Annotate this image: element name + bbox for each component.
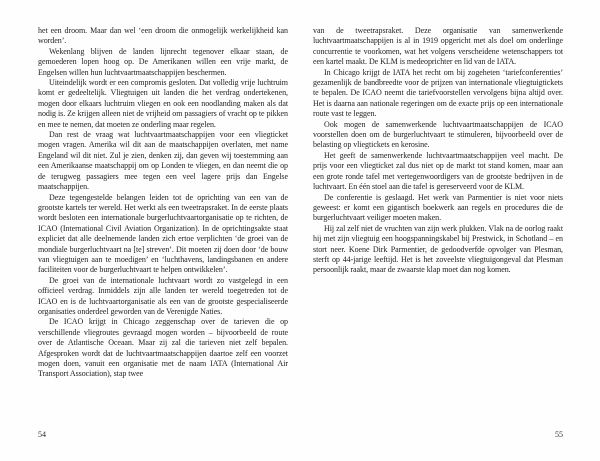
paragraph: het een droom. Maar dan wel ‘een droom die onmogelijk werkelijkheid kan worden’.: [38, 26, 288, 46]
paragraph: De groei van de internationale luchtvaart wordt zo vastgelegd in een officieel verdrag. Inmiddels zijn alle landen ter wereld toegetreden tot de ICAO en is de luchtvaartorganisatie als een van de grootste gespecialiseerde organisaties onderdeel geworden van de Verenigde Naties.: [38, 275, 288, 316]
paragraph: Wekenlang blijven de landen lijnrecht tegenover elkaar staan, de gemoederen lopen hoog op. De Amerikanen willen een vrije markt, de Engelsen willen hun luchtvaartmaatschappijen beschermen.: [38, 46, 288, 77]
paragraph: Dan rest de vraag wat luchtvaartmaatschappijen voor een vliegticket mogen vragen. Amerika wil dit aan de maatschappijen overlaten, met name Engeland wil dit niet. Zul je zien, denken zij, dan geven wij toestemming aan een Amerikaanse maatschappij om op Londen te vliegen, en dan neemt die op de terugweg passagiers mee tegen een veel lagere prijs dan Engelse maatschappijen.: [38, 130, 288, 192]
paragraph: De conferentie is geslaagd. Het werk van Parmentier is niet voor niets geweest: er komt een gigantisch boekwerk aan regels en procedures die de burgerluchtvaart veiliger moeten maken.: [313, 192, 563, 223]
paragraph: van de tweetrapsraket. Deze organisatie van samenwerkende luchtvaartmaatschappijen is al in 1919 opgericht met als doel om onderlinge concurrentie te voorkomen, wat het volgens verscheidene wetenschappers tot een kartel maakt. De KLM is medeoprichter en lid van de IATA.: [313, 26, 563, 67]
paragraph: Ook mogen de samenwerkende luchtvaartmaatschappijen de ICAO voorstellen doen om de burgerluchtvaart te stimuleren, bijvoorbeeld over de belasting op vliegtickets en kerosine.: [313, 119, 563, 150]
paragraph: Deze tegengestelde belangen leiden tot de oprichting van een van de grootste kartels ter wereld. Het werkt als een tweetrapsraket. In de eerste plaats wordt besloten een internationale burgerluchtvaartorganisatie op te richten, de ICAO (International Civil Aviation Organization). In de oprichtingsakte staat expliciet dat alle deelnemende landen zich ertoe verplichten ‘de groei van de mondiale burgerluchtvaart na [te] streven’. Dit moeten zij doen door ‘de bouw van vliegtuigen aan te moedigen’ en ‘luchthavens, landingsbanen en andere faciliteiten voor de burgerluchtvaart te helpen ontwikkelen’.: [38, 192, 288, 275]
page-number-left: 54: [38, 430, 46, 439]
page-right-text-block: [313, 26, 563, 276]
page-number-right: 55: [555, 430, 563, 439]
paragraph: Het geeft de samenwerkende luchtvaartmaatschappijen veel macht. De prijs voor een vliegticket zal dus niet op de markt tot stand komen, maar aan een grote ronde tafel met vertegenwoordigers van de grootste bedrijven in de luchtvaart. En één stoel aan die tafel is gereserveerd voor de KLM.: [313, 150, 563, 192]
paragraph: Uiteindelijk wordt er een compromis gesloten. Dat volledig vrije luchtruim komt er gedeeltelijk. Vliegtuigen uit landen die het verdrag ondertekenen, mogen door elkaars luchtruim vliegen en ook een noodlanding maken als dat nodig is. Ze krijgen alleen niet de vrijheid om passagiers of vracht op te pikken en mee te nemen, dat moeten ze onderling maar regelen.: [38, 78, 288, 129]
paragraph: De ICAO krijgt in Chicago zeggenschap over de tarieven die op verschillende vliegroutes gevraagd mogen worden – bijvoorbeeld de route over de Atlantische Oceaan. Maar zij zal die tarieven niet zelf bepalen. Afgesproken wordt dat de luchtvaartmaatschappijen daartoe zelf een voorzet mogen doen, vanuit een organisatie met de naam IATA (International Air Transport Association), stap twee: [38, 317, 288, 379]
page-left-text-block: [38, 26, 288, 380]
page-right: [300, 0, 600, 461]
paragraph: In Chicago krijgt de IATA het recht om bij zogeheten ‘tariefconferenties’ gezamenlijk de bandbreedte voor de prijzen van internationale vliegtuigtickets te bepalen. De ICAO neemt die tariefvoorstellen vervolgens bijna altijd over. Het is daarna aan nationale regeringen om de exacte prijs op een internationale route vast te leggen.: [313, 67, 563, 119]
paragraph: Hij zal zelf niet de vruchten van zijn werk plukken. Vlak na de oorlog raakt hij met zijn vliegtuig een hoogspanningskabel bij Prestwick, in Schotland – en stort neer. Koene Dirk Parmentier, de gedoodverfde opvolger van Plesman, sterft op 44-jarige leeftijd. Het is het zoveelste vliegtuigongeval dat Plesman persoonlijk raakt, maar de zwaarste klap moet dan nog komen.: [313, 223, 563, 275]
